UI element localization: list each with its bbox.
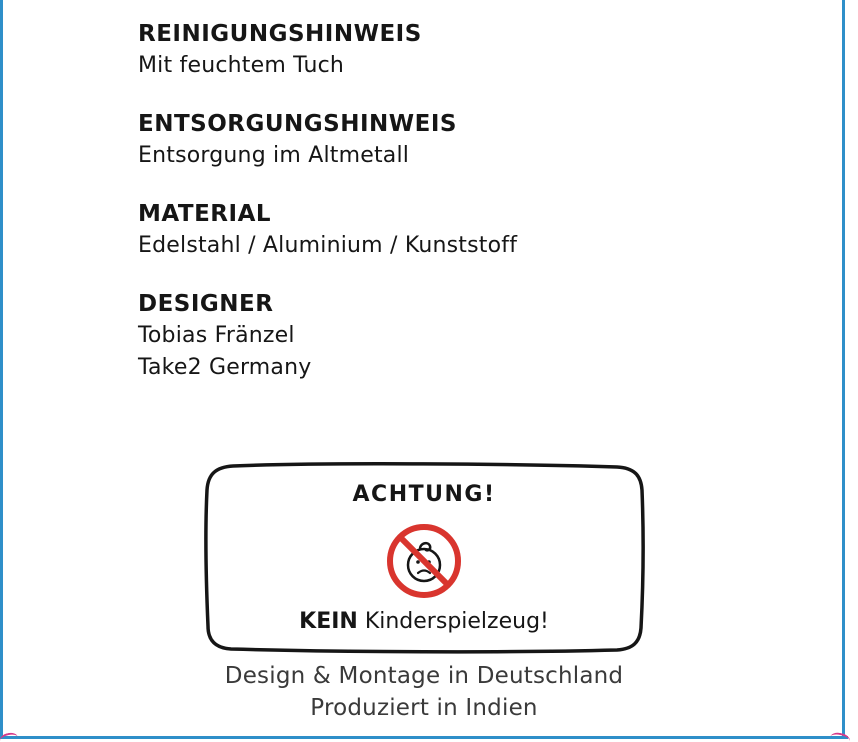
cleaning-section <box>138 18 738 82</box>
border-right <box>842 0 845 738</box>
material-heading: MATERIAL <box>138 201 272 227</box>
material-value: Edelstahl / Aluminium / Kunststoff <box>138 233 518 258</box>
corner-mark-right <box>829 731 851 742</box>
cleaning-heading: REINIGUNGSHINWEIS <box>138 21 422 47</box>
disposal-heading: ENTSORGUNGSHINWEIS <box>138 111 457 137</box>
origin-info <box>0 660 848 724</box>
product-info <box>138 18 738 410</box>
designer-section <box>138 288 738 384</box>
warning-text-rest: Kinderspielzeug! <box>364 609 549 634</box>
designer-company: Take2 Germany <box>138 355 312 380</box>
disposal-value: Entsorgung im Altmetall <box>138 143 410 168</box>
border-left <box>0 0 3 738</box>
border-bottom <box>0 736 848 739</box>
warning-text <box>203 609 645 634</box>
warning-text-strong: KEIN <box>299 609 358 634</box>
origin-line-design: Design & Montage in Deutschland <box>224 663 624 689</box>
warning-title: ACHTUNG! <box>352 482 496 507</box>
no-children-icon <box>384 521 464 601</box>
material-section <box>138 198 738 262</box>
cleaning-value: Mit feuchtem Tuch <box>138 53 345 78</box>
designer-name: Tobias Fränzel <box>138 323 295 348</box>
origin-line-production: Produziert in Indien <box>310 695 538 721</box>
disposal-section <box>138 108 738 172</box>
designer-heading: DESIGNER <box>138 291 274 317</box>
